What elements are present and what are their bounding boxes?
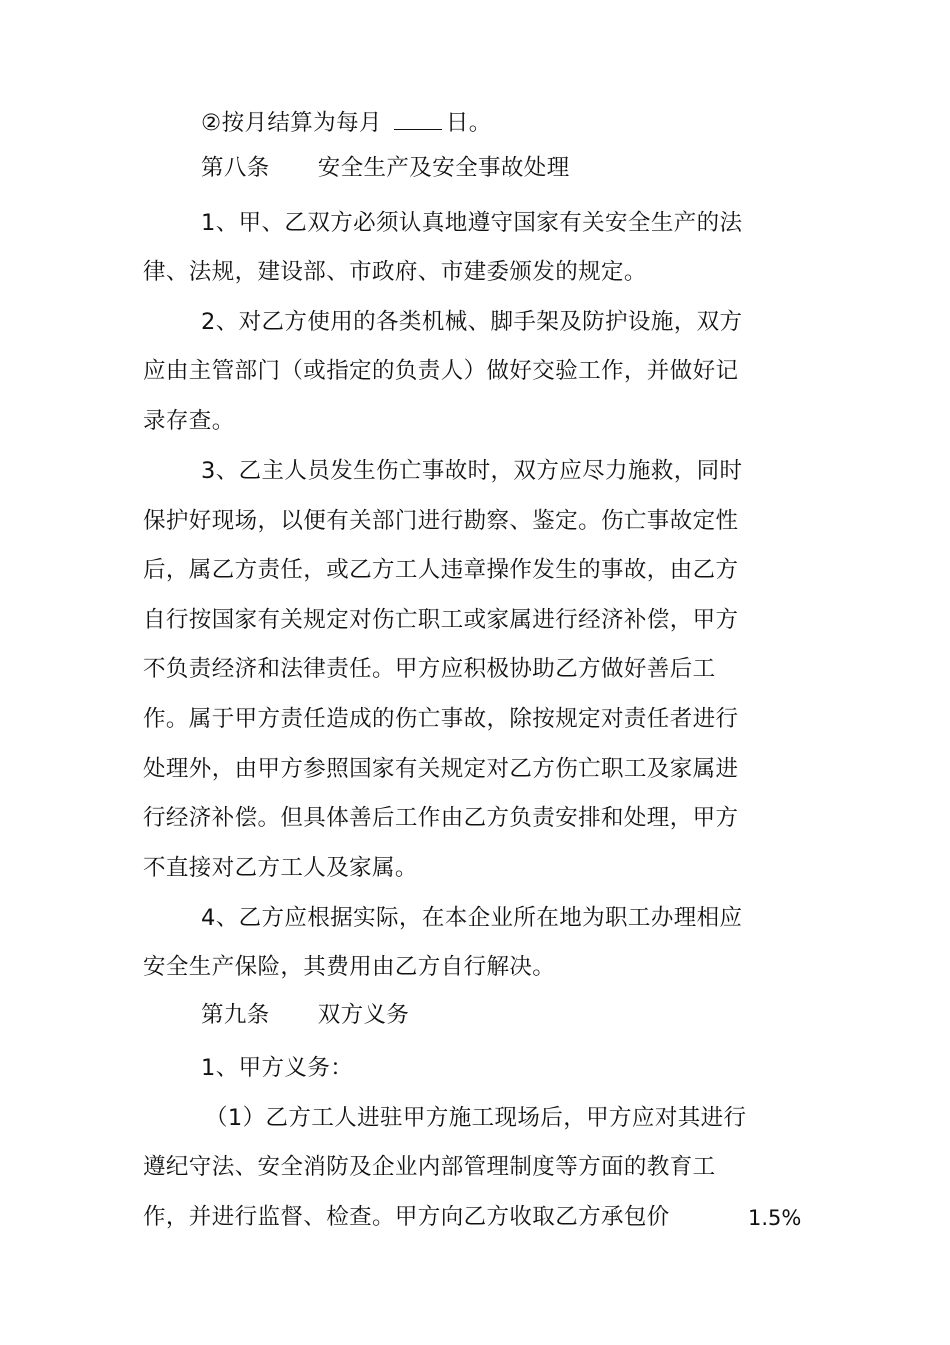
paragraph-line: 后，属乙方责任，或乙方工人违章操作发生的事故，由乙方 (143, 557, 739, 583)
paragraph-line: 作，并进行监督、检查。甲方向乙方收取乙方承包价 (143, 1204, 670, 1230)
text-segment: ②按月结算为每月 (201, 110, 382, 136)
article-title: 安全生产及安全事故处理 (317, 155, 570, 181)
paragraph-line: 行经济补偿。但具体善后工作由乙方负责安排和处理，甲方 (143, 805, 739, 831)
paragraph-line: 1、甲、乙双方必须认真地遵守国家有关安全生产的法 (201, 210, 743, 236)
blank-underline (394, 109, 442, 130)
paragraph-line: 不负责经济和法律责任。甲方应积极协助乙方做好善后工 (143, 656, 716, 682)
rate-value: 1.5% (748, 1206, 802, 1230)
paragraph-line: 自行按国家有关规定对伤亡职工或家属进行经济补偿，甲方 (143, 607, 739, 633)
text-segment: 日。 (445, 110, 492, 136)
paragraph-line: 3、乙主人员发生伤亡事故时，双方应尽力施救，同时 (201, 458, 743, 484)
monthly-settlement-line (201, 108, 492, 138)
paragraph-line: 遵纪守法、安全消防及企业内部管理制度等方面的教育工 (143, 1154, 716, 1180)
paragraph-line: 录存查。 (143, 408, 235, 434)
paragraph-line: 律、法规，建设部、市政府、市建委颁发的规定。 (143, 259, 647, 285)
article-number: 第八条 (201, 155, 270, 181)
paragraph-line: （1）乙方工人进驻甲方施工现场后，甲方应对其进行 (205, 1105, 747, 1131)
paragraph-line: 不直接对乙方工人及家属。 (143, 855, 418, 881)
article-8-heading (201, 153, 570, 183)
paragraph-line: 处理外，由甲方参照国家有关规定对乙方伤亡职工及家属进 (143, 756, 739, 782)
article-number: 第九条 (201, 1002, 270, 1028)
paragraph-line: 4、乙方应根据实际，在本企业所在地为职工办理相应 (201, 905, 743, 931)
paragraph-line: 应由主管部门（或指定的负责人）做好交验工作，并做好记 (143, 358, 739, 384)
paragraph-line: 2、对乙方使用的各类机械、脚手架及防护设施，双方 (201, 309, 743, 335)
paragraph-line: 1、甲方义务： (201, 1055, 354, 1081)
paragraph-line: 保护好现场，以便有关部门进行勘察、鉴定。伤亡事故定性 (143, 508, 739, 534)
article-9-heading (201, 1000, 409, 1030)
paragraph-line: 安全生产保险，其费用由乙方自行解决。 (143, 954, 556, 980)
paragraph-line: 作。属于甲方责任造成的伤亡事故，除按规定对责任者进行 (143, 706, 739, 732)
article-title: 双方义务 (317, 1002, 410, 1028)
